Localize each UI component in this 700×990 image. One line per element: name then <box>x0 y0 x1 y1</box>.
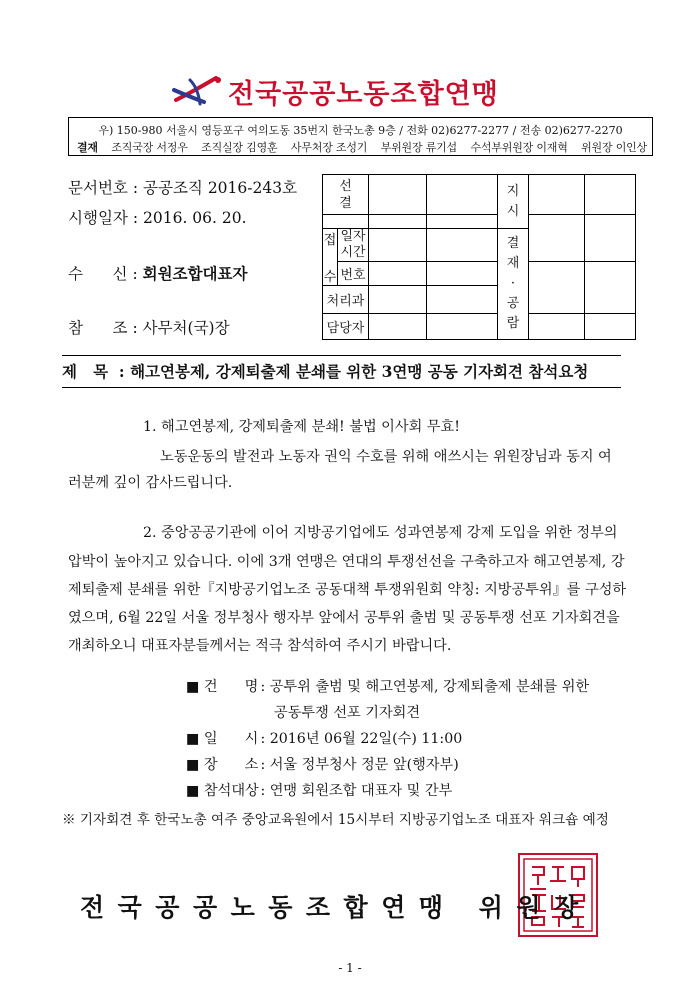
square-bullet-icon: ■ <box>186 679 200 695</box>
detail-item-attendees <box>186 780 452 800</box>
approval-chain-item: 위원장 이인상 <box>581 141 647 154</box>
detail-item-datetime <box>186 728 462 748</box>
blank-cell <box>529 314 585 340</box>
receipt-label-cell <box>323 229 338 286</box>
blank-cell <box>585 262 636 314</box>
square-bullet-icon: ■ <box>186 731 200 747</box>
blank-cell <box>585 175 636 215</box>
receipt-label-top: 접 <box>323 233 337 248</box>
detail-label: 장 소 <box>203 757 259 773</box>
footnote: ※ 기자회견 후 한국노총 여주 중앙교육원에서 15시부터 지방공기업노조 대표자 워크숍 예정 <box>62 812 609 828</box>
blank-cell <box>369 175 427 215</box>
subject <box>62 360 588 382</box>
issue-date-value: 2016. 06. 20. <box>143 209 247 227</box>
blank-cell <box>427 175 498 215</box>
org-logo <box>170 70 530 110</box>
blank-cell <box>323 215 369 229</box>
square-bullet-icon: ■ <box>186 783 200 799</box>
detail-value: : 공투위 출범 및 해고연봉제, 강제퇴출제 분쇄를 위한 <box>260 679 590 695</box>
detail-value: : 서울 정부청사 정문 앞(행자부) <box>260 757 459 773</box>
blank-cell <box>585 215 636 262</box>
paragraph-1-line: 1. 해고연봉제, 강제퇴출제 분쇄! 불법 이사회 무효! <box>143 419 460 435</box>
blank-cell <box>427 215 498 229</box>
blank-cell <box>585 314 636 340</box>
paragraph-1-line: 노동운동의 발전과 노동자 권익 수호를 위해 애쓰시는 위원장님과 동지 여 <box>160 449 612 465</box>
approval-chain-item: 결재 <box>77 141 98 154</box>
date-time-cell: 일자 시간 <box>338 229 369 262</box>
detail-value: : 2016년 06월 22일(수) 11:00 <box>260 731 463 747</box>
blank-cell <box>529 262 585 314</box>
subject-value: 해고연봉제, 강제퇴출제 분쇄를 위한 3연맹 공동 기자회견 참석요청 <box>130 362 589 381</box>
doc-number: 문서번호 : 공공조직 2016-243호 <box>68 179 298 197</box>
approval-chain-item: 수석부위원장 이재혁 <box>470 141 568 154</box>
person-cell: 담당자 <box>323 314 369 340</box>
detail-label: 참석대상 <box>203 783 259 799</box>
detail-item-subject <box>186 676 589 696</box>
issue-date-label: 시행일자 <box>68 209 128 227</box>
number-cell: 번호 <box>338 262 369 286</box>
directive-cell: 지 시 <box>498 175 529 229</box>
paragraph-2-line: 였으며, 6월 22일 서울 정부청사 행자부 앞에서 공투위 출범 및 공동투쟁 선포 기자회견을 <box>68 610 620 626</box>
detail-item-subject-cont <box>274 702 420 722</box>
blank-cell <box>529 175 585 215</box>
issue-date: 시행일자 : 2016. 06. 20. <box>68 209 247 227</box>
doc-number-value: 공공조직 2016-243호 <box>143 179 298 197</box>
paragraph-2-line: 제퇴출제 분쇄를 위한『지방공기업노조 공동대책 투쟁위원회 약칭: 지방공투위』를 구성하 <box>68 582 627 598</box>
pre-approval-cell: 선 결 <box>323 175 369 215</box>
paragraph-2-line: 2. 중앙공공기관에 이어 지방공기업에도 성과연봉제 강제 도입을 위한 정부의 <box>143 525 618 541</box>
signature-line: 전국공공노동조합연맹 위원장 <box>80 893 592 922</box>
detail-label: 건 명 <box>203 679 259 695</box>
recipient-label: 수 신 <box>68 265 128 283</box>
dept-cell: 처리과 <box>323 286 369 314</box>
blank-cell <box>427 314 498 340</box>
paragraph-2-line: 압박이 높아지고 있습니다. 이에 3개 연맹은 연대의 투쟁선선을 구축하고자 해고연봉제, 강 <box>68 554 625 570</box>
blank-cell <box>529 215 585 262</box>
approval-chain <box>77 139 647 155</box>
blank-cell <box>427 262 498 286</box>
paragraph-1-line: 러분께 깊이 감사드립니다. <box>68 475 233 491</box>
blank-cell <box>369 229 427 262</box>
blank-cell <box>427 286 498 314</box>
detail-label: 일 시 <box>203 731 259 747</box>
recipient-value: 회원조합대표자 <box>142 264 248 283</box>
approval-review-cell: 결 재 · 공 람 <box>498 229 529 340</box>
subject-label: 제 목 : <box>62 362 125 381</box>
approval-table <box>322 174 636 340</box>
blank-cell <box>427 229 498 262</box>
subject-bottom-rule <box>62 387 621 388</box>
reference-value: 사무처(국)장 <box>142 319 230 337</box>
blank-cell <box>369 215 427 229</box>
doc-number-label: 문서번호 <box>68 179 128 197</box>
reference: 참 조 : 사무처(국)장 <box>68 319 230 337</box>
approval-chain-item: 조직실장 김영훈 <box>201 141 278 154</box>
org-logo-text: 전국공공노동조합연맹 <box>228 79 499 110</box>
detail-value: 공동투쟁 선포 기자회견 <box>274 705 421 721</box>
blank-cell <box>369 286 427 314</box>
blank-cell <box>369 314 427 340</box>
approval-chain-item: 사무처장 조성기 <box>290 141 368 154</box>
receipt-label-bottom: 수 <box>323 270 337 285</box>
blank-cell <box>369 262 427 286</box>
logo-emblem-icon <box>170 72 226 108</box>
address-box <box>68 117 653 156</box>
square-bullet-icon: ■ <box>186 757 200 773</box>
address-line: 우) 150-980 서울시 영등포구 여의도동 35번지 한국노총 9층 / 전화 02)6277-2277 / 전송 02)6277-2270 <box>98 124 623 137</box>
detail-value: : 연맹 회원조합 대표자 및 간부 <box>260 783 453 799</box>
paragraph-2-line: 개최하오니 대표자분들께서는 적극 참석하여 주시기 바랍니다. <box>68 638 452 654</box>
approval-chain-item: 조직국장 서정우 <box>111 141 188 154</box>
reference-label: 참 조 <box>68 319 128 337</box>
approval-chain-item: 부위원장 류기섭 <box>380 141 457 154</box>
recipient: 수 신 : 회원조합대표자 <box>68 264 248 283</box>
page-number: - 1 - <box>338 961 362 975</box>
detail-item-place <box>186 754 459 774</box>
subject-top-rule <box>62 355 621 356</box>
